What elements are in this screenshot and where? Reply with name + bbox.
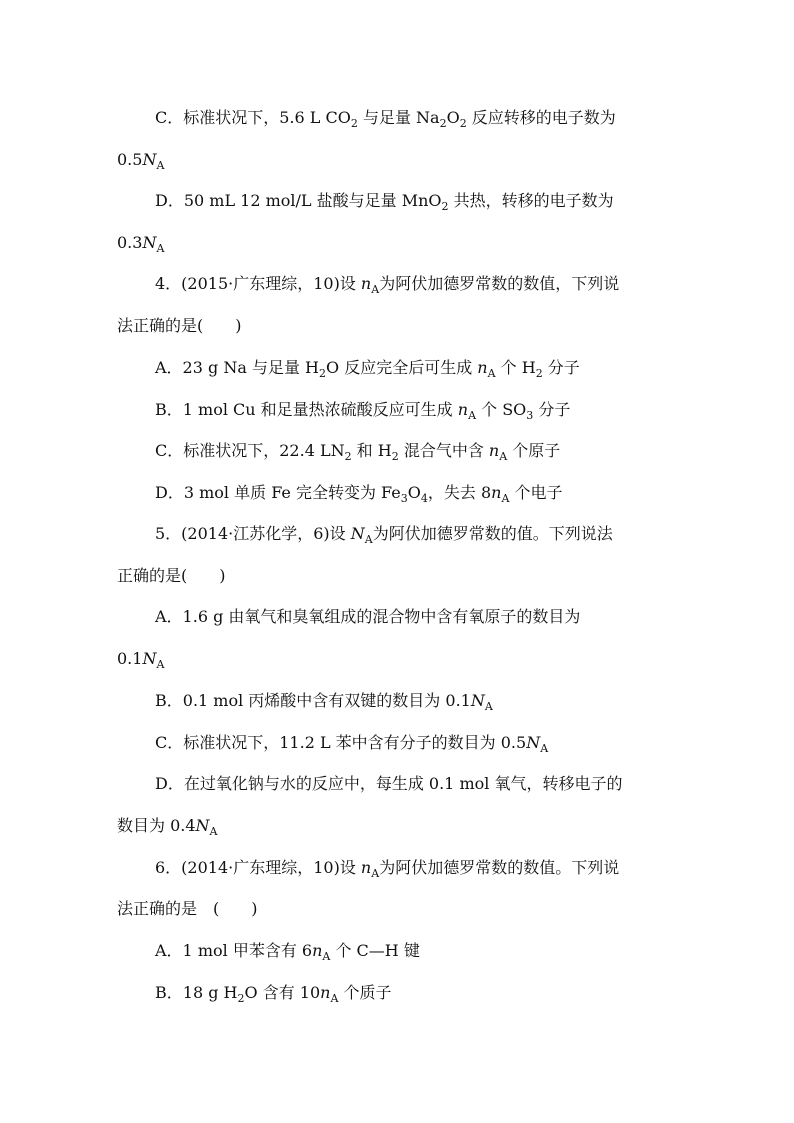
option-text: 数目为 0.4 [117, 816, 196, 835]
q6-option-a [155, 940, 420, 962]
avogadro-symbol: n [491, 483, 502, 502]
subscript: A [540, 742, 549, 755]
q3-option-c-continued [117, 149, 164, 171]
option-text: 和 H [351, 441, 392, 460]
q3-option-d-continued [117, 232, 164, 254]
q5-option-b [155, 690, 493, 712]
option-text: 个 H [495, 358, 536, 377]
q3-option-c [155, 107, 616, 129]
subscript: A [501, 492, 510, 505]
option-text: 个电子 [509, 483, 563, 502]
q4-option-b [155, 399, 570, 421]
q3-option-c-text3: O [446, 108, 460, 127]
avogadro-symbol: N [142, 649, 157, 668]
option-text: A．1.6 g 由氧气和臭氧组成的混合物中含有氧原子的数目为 [155, 607, 581, 626]
avogadro-symbol: n [488, 441, 500, 460]
subscript: A [156, 658, 165, 671]
option-text: 个 C—H 键 [330, 941, 420, 960]
avogadro-symbol: n [477, 358, 488, 377]
option-text: 混合气中含 [398, 441, 489, 460]
q5-stem-continued: 正确的是( ) [117, 566, 226, 585]
avogadro-symbol: n [320, 983, 331, 1002]
subscript: A [468, 409, 477, 422]
q4-stem-text2: 为阿伏加德罗常数的数值，下列说 [379, 274, 620, 293]
option-text: B．1 mol Cu 和足量热浓硫酸反应可生成 [155, 400, 458, 419]
q4-option-c [155, 440, 560, 462]
q6-stem-text: 6．(2014·广东理综，10)设 [155, 858, 361, 877]
avogadro-symbol: n [360, 274, 372, 293]
subscript: 2 [344, 450, 352, 463]
option-text: D．在过氧化钠与水的反应中，每生成 0.1 mol 氧气，转移电子的 [155, 774, 623, 793]
q4-stem-text: 4．(2015·广东理综，10)设 [155, 274, 361, 293]
option-text: B．18 g H [155, 983, 238, 1002]
q6-option-b [155, 982, 392, 1004]
option-text: 分子 [533, 400, 571, 419]
value: 0.3 [117, 233, 143, 252]
q5-option-d-continued [117, 815, 218, 837]
q5-option-a [155, 606, 580, 628]
option-text: ，失去 8 [427, 483, 492, 502]
option-text: O 含有 10 [244, 983, 321, 1002]
subscript: 2 [350, 117, 358, 130]
avogadro-symbol: N [526, 733, 541, 752]
subscript: 3 [526, 409, 534, 422]
option-text: A．23 g Na 与足量 H [155, 358, 319, 377]
subscript: A [156, 242, 165, 255]
subscript: 2 [391, 450, 399, 463]
option-text: 个质子 [338, 983, 392, 1002]
option-text: B．0.1 mol 丙烯酸中含有双键的数目为 0.1 [155, 691, 471, 710]
q4-option-a [155, 357, 580, 379]
q5-option-c [155, 732, 548, 754]
q5-stem-text2: 为阿伏加德罗常数的值。下列说法 [372, 524, 613, 543]
subscript: 2 [439, 117, 447, 130]
q5-stem-text: 5．(2014·江苏化学，6)设 [155, 524, 351, 543]
subscript: 2 [237, 992, 245, 1005]
q6-stem [155, 857, 619, 879]
subscript: A [330, 992, 339, 1005]
q5-option-a-continued [117, 648, 164, 670]
option-text: A．1 mol 甲苯含有 6 [155, 941, 313, 960]
q3-option-d-text2: 共热，转移的电子数为 [448, 191, 614, 210]
q3-option-d [155, 190, 614, 212]
subscript: 2 [459, 117, 467, 130]
q3-option-c-text: C．标准状况下，5.6 L CO [155, 108, 351, 127]
subscript: A [209, 825, 218, 838]
subscript: A [484, 700, 493, 713]
q5-option-d [155, 773, 622, 795]
subscript: A [371, 867, 380, 880]
q5-stem [155, 523, 613, 545]
q4-option-d [155, 482, 563, 504]
option-text: D．3 mol 单质 Fe 完全转变为 Fe [155, 483, 401, 502]
subscript: 2 [535, 367, 543, 380]
q3-option-c-text4: 反应转移的电子数为 [466, 108, 616, 127]
option-text: O 反应完全后可生成 [326, 358, 478, 377]
avogadro-symbol: n [312, 941, 323, 960]
subscript: 3 [400, 492, 408, 505]
subscript: A [487, 367, 496, 380]
subscript: A [499, 450, 508, 463]
subscript: A [322, 950, 331, 963]
avogadro-symbol: N [195, 816, 210, 835]
q4-stem-continued: 法正确的是( ) [117, 316, 242, 335]
q3-option-d-text: D．50 mL 12 mol/L 盐酸与足量 MnO [155, 191, 442, 210]
avogadro-symbol: N [350, 524, 365, 543]
q6-stem-continued: 法正确的是 ( ) [117, 899, 258, 918]
subscript: A [371, 283, 380, 296]
option-text: 个 SO [476, 400, 527, 419]
avogadro-symbol: n [360, 858, 372, 877]
q6-stem-text2: 为阿伏加德罗常数的数值。下列说 [379, 858, 620, 877]
subscript: 2 [441, 200, 449, 213]
subscript: 2 [319, 367, 326, 380]
value: 0.1 [117, 649, 143, 668]
value: 0.5 [117, 150, 143, 169]
avogadro-symbol: n [457, 400, 469, 419]
subscript: A [156, 159, 165, 172]
avogadro-symbol: N [142, 233, 157, 252]
avogadro-symbol: N [470, 691, 485, 710]
subscript: 4 [420, 492, 428, 505]
option-text: C．标准状况下，22.4 LN [155, 441, 345, 460]
subscript: A [364, 533, 373, 546]
avogadro-symbol: N [142, 150, 157, 169]
q4-stem [155, 273, 619, 295]
option-text: 个原子 [507, 441, 561, 460]
q3-option-c-text2: 与足量 Na [357, 108, 440, 127]
option-text: O [407, 483, 421, 502]
option-text: 分子 [542, 358, 580, 377]
option-text: C．标准状况下，11.2 L 苯中含有分子的数目为 0.5 [155, 733, 527, 752]
